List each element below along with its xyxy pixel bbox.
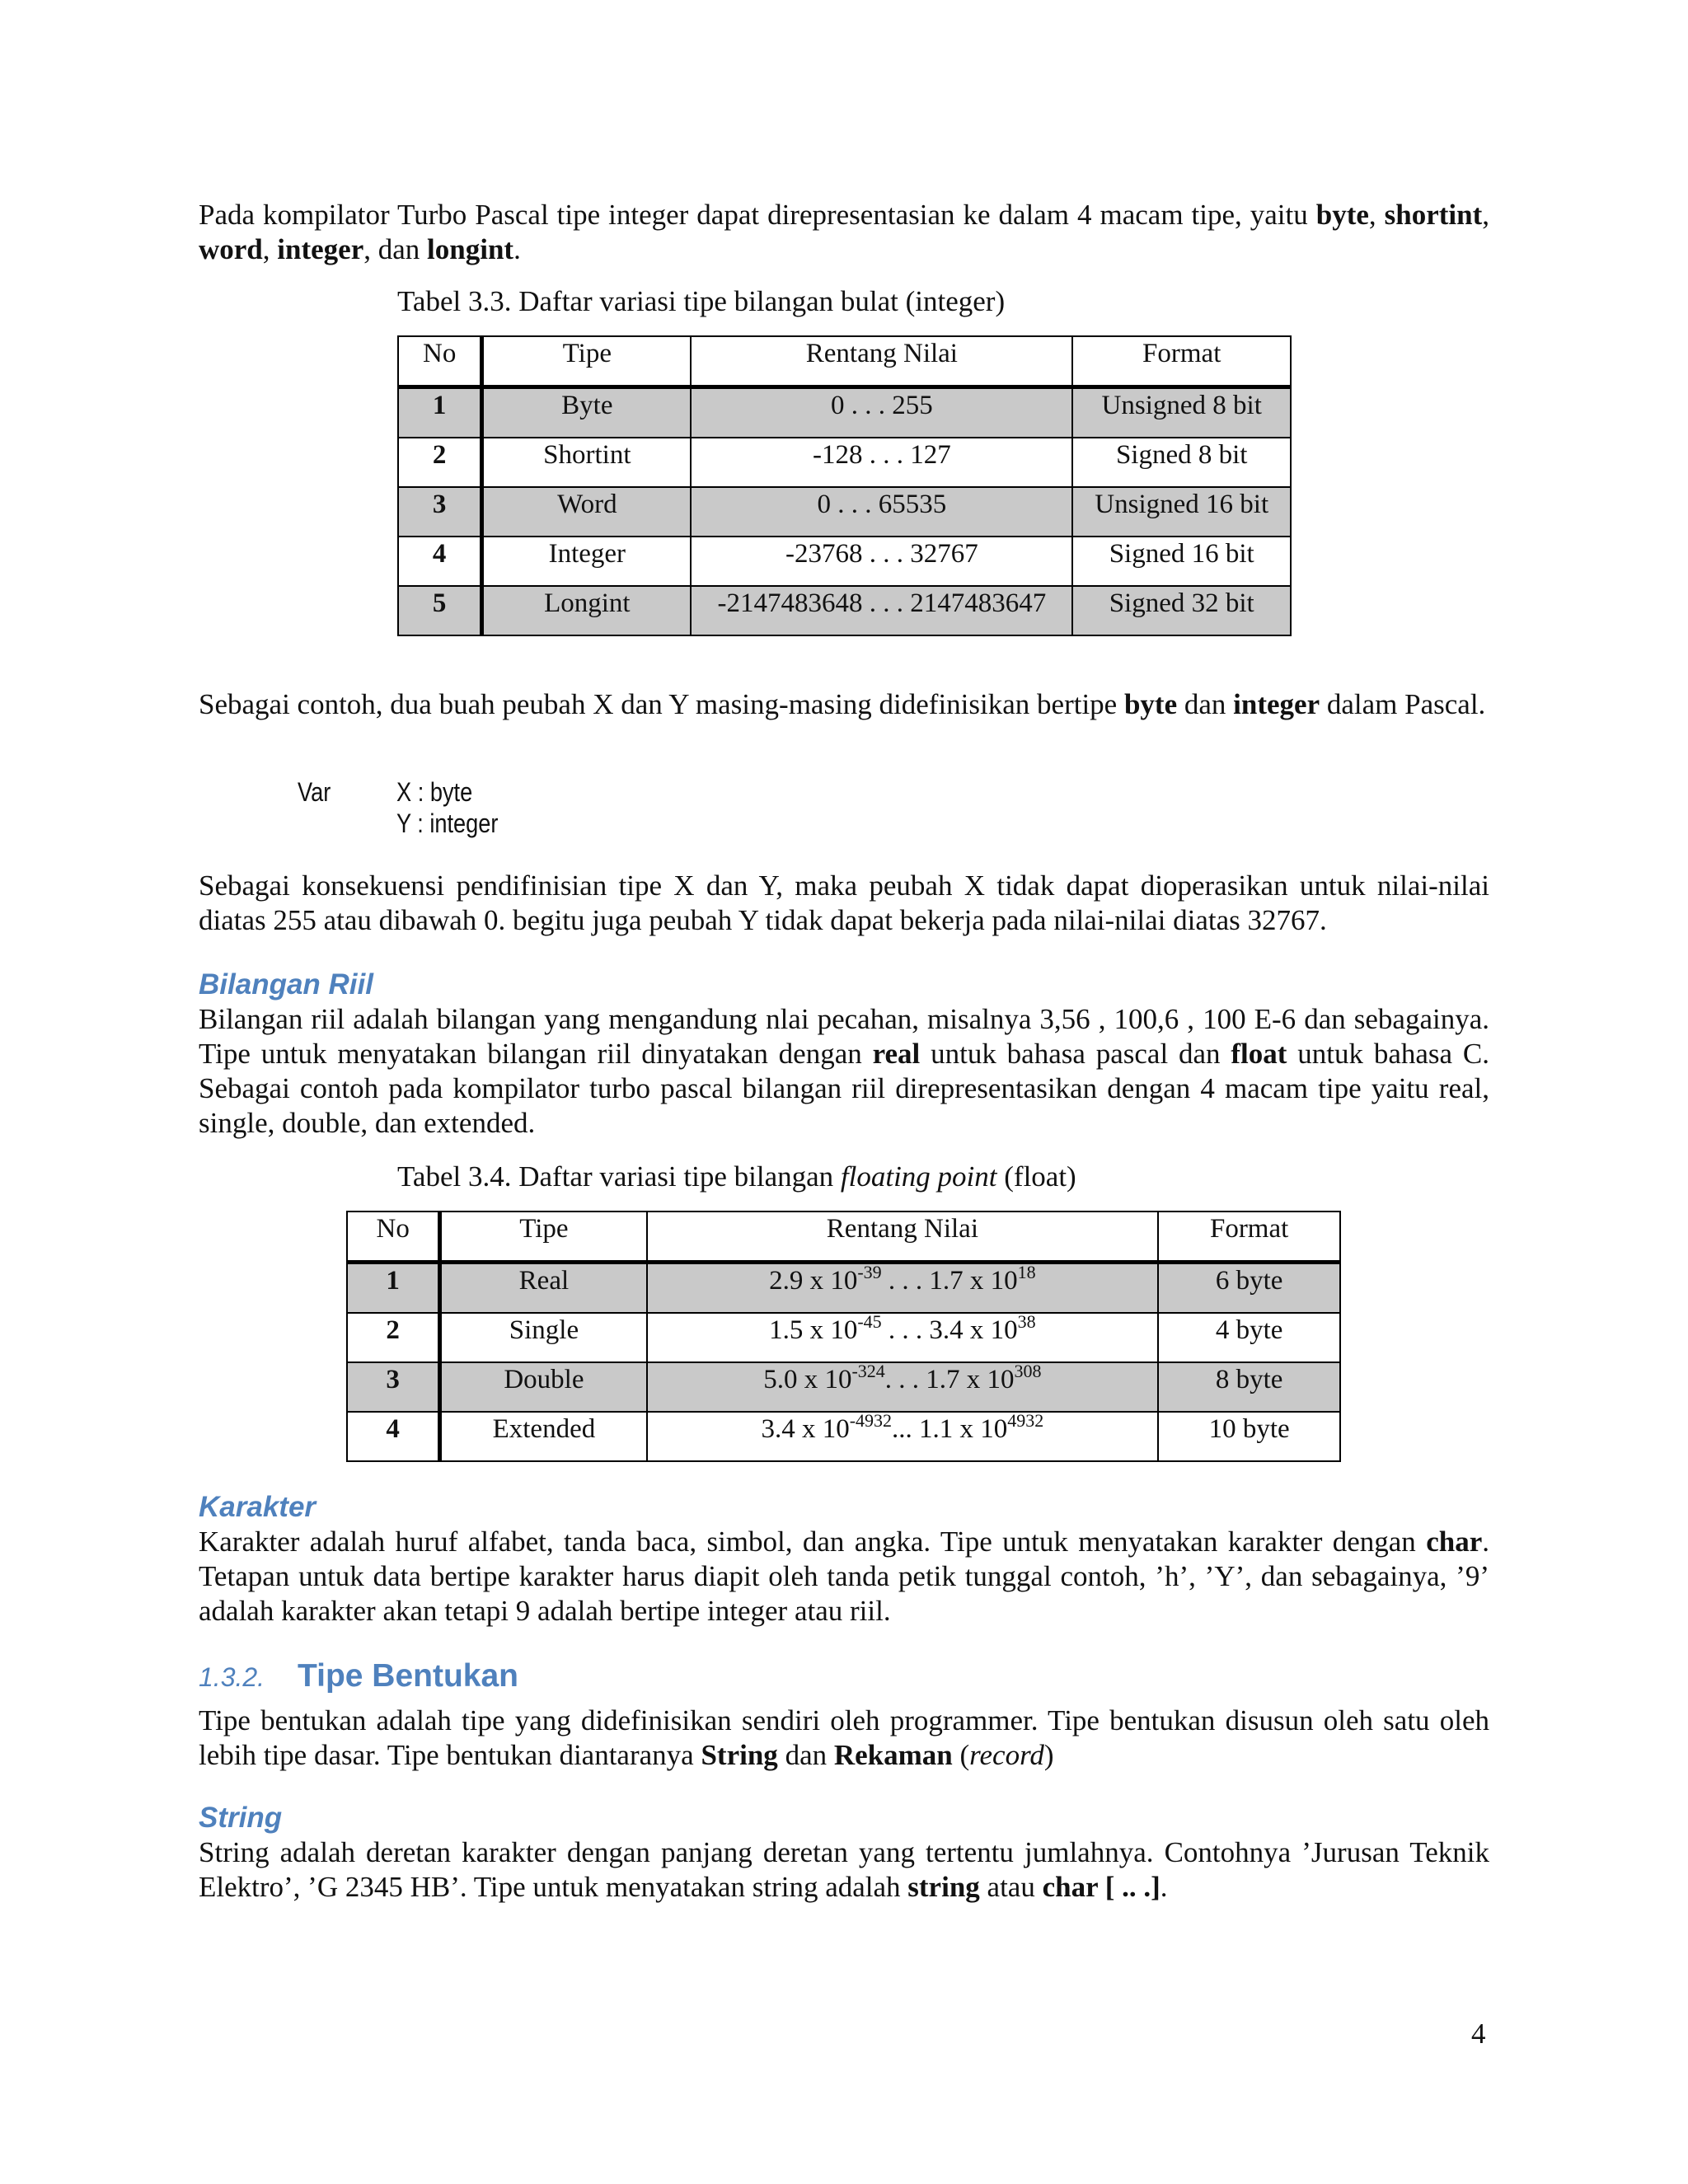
table-3-4-caption: Tabel 3.4. Daftar variasi tipe bilangan floating point (float) (397, 1160, 1076, 1193)
cell-no: 5 (398, 586, 482, 635)
cell-rentang: 0 . . . 255 (691, 387, 1072, 438)
cell-format: 4 byte (1158, 1313, 1340, 1362)
cell-rentang: 0 . . . 65535 (691, 487, 1072, 537)
table-row (347, 1313, 1340, 1362)
table-row (398, 438, 1291, 487)
cell-no: 2 (347, 1313, 440, 1362)
cell-no: 1 (347, 1263, 440, 1314)
code-var-keyword: Var (298, 777, 331, 807)
table-header-row (398, 336, 1291, 387)
example-paragraph: Sebagai contoh, dua buah peubah X dan Y masing-masing didefinisikan bertipe byte dan integer dalam Pascal. (199, 688, 1486, 720)
cell-format: Unsigned 16 bit (1072, 487, 1291, 537)
header-no: No (347, 1212, 440, 1263)
float-types-table (346, 1211, 1341, 1462)
cell-format: Signed 16 bit (1072, 537, 1291, 586)
page-number: 4 (1471, 2018, 1486, 2050)
table-row (398, 487, 1291, 537)
cell-no: 1 (398, 387, 482, 438)
cell-format: 10 byte (1158, 1412, 1340, 1461)
table-row (398, 586, 1291, 635)
cell-rentang: -2147483648 . . . 2147483647 (691, 586, 1072, 635)
header-rentang: Rentang Nilai (647, 1212, 1159, 1263)
cell-format: Signed 8 bit (1072, 438, 1291, 487)
header-rentang: Rentang Nilai (691, 336, 1072, 387)
cell-tipe: Byte (482, 387, 692, 438)
heading-string: String (199, 1802, 283, 1834)
heading-karakter: Karakter (199, 1491, 316, 1523)
karakter-paragraph: Karakter adalah huruf alfabet, tanda baca, simbol, dan angka. Tipe untuk menyatakan karakter dengan char. Tetapan untuk data bertipe karakter harus diapit oleh tanda petik tunggal contoh, ’h’, ’Y’, dan sebagainya, ’9’ adalah karakter akan tetapi 9 adalah bertipe integer atau riil. (199, 1526, 1489, 1627)
cell-rentang: 5.0 x $10^{-324}$. . . 1.7 x $10^{308}$ (647, 1362, 1159, 1412)
header-format: Format (1158, 1212, 1340, 1263)
riil-paragraph: Bilangan riil adalah bilangan yang mengandung nlai pecahan, misalnya 3,56 , 100,6 , 100 E-6 dan sebagainya. Tipe untuk menyatakan bilangan riil dinyatakan dengan real untuk bahasa pascal dan float untuk bahasa C. Sebagai contoh pada kompilator turbo pascal bilangan riil direpresentasikan dengan 4 macam tipe yaitu real, single, double, dan extended. (199, 1003, 1490, 1139)
cell-tipe: Word (482, 487, 692, 537)
table-3-3-caption: Tabel 3.3. Daftar variasi tipe bilangan bulat (integer) (397, 285, 1006, 317)
cell-tipe: Longint (482, 586, 692, 635)
section-number: 1.3.2. (199, 1662, 265, 1692)
cell-format: Signed 32 bit (1072, 586, 1291, 635)
cell-no: 4 (347, 1412, 440, 1461)
code-line-x: X : byte (396, 777, 473, 807)
cell-no: 3 (347, 1362, 440, 1412)
string-paragraph: String adalah deretan karakter dengan panjang deretan yang tertentu jumlahnya. Contohnya ’Jurusan Teknik Elektro’, ’G 2345 HB’. Tipe untuk menyatakan string adalah string atau char [ .. .]. (199, 1836, 1489, 1903)
consequence-paragraph: Sebagai konsekuensi pendifinisian tipe X dan Y, maka peubah X tidak dapat dioperasikan untuk nilai-nilai diatas 255 atau dibawah 0. begitu juga peubah Y tidak dapat bekerja pada nilai-nilai diatas 32767. (199, 869, 1489, 936)
intro-paragraph: Pada kompilator Turbo Pascal tipe integer dapat direpresentasian ke dalam 4 macam tipe, yaitu byte, shortint, word, integer, dan longint. (199, 199, 1490, 265)
header-no: No (398, 336, 482, 387)
table-row (398, 537, 1291, 586)
table-row (398, 387, 1291, 438)
cell-rentang: 2.9 x $10^{-39}$ . . . 1.7 x $10^{18}$ (647, 1263, 1159, 1314)
cell-no: 3 (398, 487, 482, 537)
cell-rentang: -23768 . . . 32767 (691, 537, 1072, 586)
cell-format: 6 byte (1158, 1263, 1340, 1314)
cell-rentang: 1.5 x $10^{-45}$ . . . 3.4 x $10^{38}$ (647, 1313, 1159, 1362)
heading-bilangan-riil: Bilangan Riil (199, 968, 373, 1001)
cell-format: Unsigned 8 bit (1072, 387, 1291, 438)
cell-tipe: Shortint (482, 438, 692, 487)
cell-rentang: 3.4 x $10^{-4932}$... 1.1 x $10^{4932}$ (647, 1412, 1159, 1461)
table-header-row (347, 1212, 1340, 1263)
cell-format: 8 byte (1158, 1362, 1340, 1412)
integer-types-table (397, 335, 1292, 636)
section-heading (199, 1657, 518, 1703)
code-line-y: Y : integer (396, 808, 499, 838)
cell-tipe: Double (440, 1362, 647, 1412)
section-title: Tipe Bentukan (298, 1658, 518, 1694)
header-tipe: Tipe (440, 1212, 647, 1263)
cell-tipe: Extended (440, 1412, 647, 1461)
cell-tipe: Real (440, 1263, 647, 1314)
header-tipe: Tipe (482, 336, 692, 387)
table-row (347, 1412, 1340, 1461)
table-row (347, 1362, 1340, 1412)
cell-no: 4 (398, 537, 482, 586)
cell-rentang: -128 . . . 127 (691, 438, 1072, 487)
header-format: Format (1072, 336, 1291, 387)
bentukan-paragraph: Tipe bentukan adalah tipe yang didefinisikan sendiri oleh programmer. Tipe bentukan disusun oleh satu oleh lebih tipe dasar. Tipe bentukan diantaranya String dan Rekaman (record) (199, 1704, 1489, 1771)
cell-tipe: Integer (482, 537, 692, 586)
cell-no: 2 (398, 438, 482, 487)
table-row (347, 1263, 1340, 1314)
cell-tipe: Single (440, 1313, 647, 1362)
